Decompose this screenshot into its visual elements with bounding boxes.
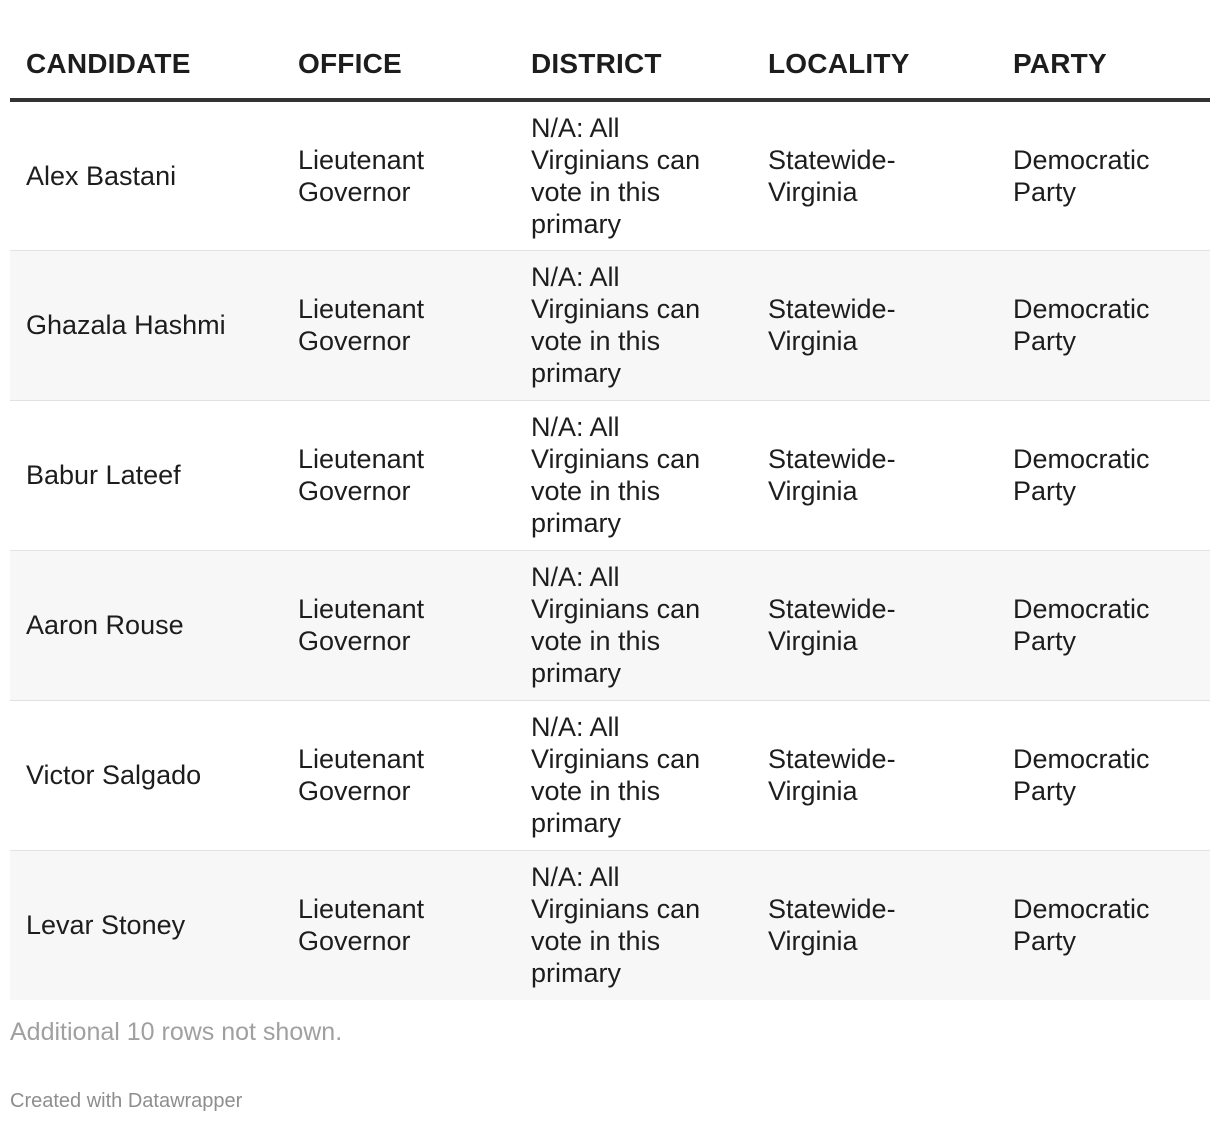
party-cell: Democratic Party — [997, 700, 1210, 850]
column-header-office[interactable]: OFFICE — [282, 30, 515, 100]
district-cell: N/A: All Virginians can vote in this primary — [515, 400, 752, 550]
district-cell: N/A: All Virginians can vote in this primary — [515, 550, 752, 700]
office-cell: Lieutenant Governor — [282, 550, 515, 700]
candidate-cell: Levar Stoney — [10, 850, 282, 1000]
office-cell: Lieutenant Governor — [282, 250, 515, 400]
district-cell: N/A: All Virginians can vote in this primary — [515, 700, 752, 850]
table-header-row — [10, 30, 1210, 100]
party-cell: Democratic Party — [997, 250, 1210, 400]
party-cell: Democratic Party — [997, 400, 1210, 550]
district-cell: N/A: All Virginians can vote in this primary — [515, 850, 752, 1000]
candidate-cell: Victor Salgado — [10, 700, 282, 850]
office-cell: Lieutenant Governor — [282, 100, 515, 250]
locality-cell: Statewide- Virginia — [752, 100, 997, 250]
column-header-party[interactable]: PARTY — [997, 30, 1210, 100]
candidate-cell: Aaron Rouse — [10, 550, 282, 700]
candidates-table — [10, 30, 1210, 1000]
column-header-locality[interactable]: LOCALITY — [752, 30, 997, 100]
datawrapper-credit[interactable]: Created with Datawrapper — [10, 1090, 243, 1112]
candidate-cell: Alex Bastani — [10, 100, 282, 250]
table-row — [10, 400, 1210, 550]
column-header-district[interactable]: DISTRICT — [515, 30, 752, 100]
party-cell: Democratic Party — [997, 850, 1210, 1000]
candidate-cell: Babur Lateef — [10, 400, 282, 550]
data-table-container — [10, 30, 1210, 1000]
table-row — [10, 700, 1210, 850]
table-row — [10, 550, 1210, 700]
party-cell: Democratic Party — [997, 100, 1210, 250]
table-row — [10, 100, 1210, 250]
locality-cell: Statewide- Virginia — [752, 850, 997, 1000]
candidate-cell: Ghazala Hashmi — [10, 250, 282, 400]
table-row — [10, 250, 1210, 400]
locality-cell: Statewide- Virginia — [752, 250, 997, 400]
party-cell: Democratic Party — [997, 550, 1210, 700]
locality-cell: Statewide- Virginia — [752, 700, 997, 850]
district-cell: N/A: All Virginians can vote in this primary — [515, 100, 752, 250]
office-cell: Lieutenant Governor — [282, 850, 515, 1000]
table-row — [10, 850, 1210, 1000]
locality-cell: Statewide- Virginia — [752, 400, 997, 550]
column-header-candidate[interactable]: CANDIDATE — [10, 30, 282, 100]
locality-cell: Statewide- Virginia — [752, 550, 997, 700]
rows-not-shown-notice: Additional 10 rows not shown. — [10, 1018, 343, 1046]
office-cell: Lieutenant Governor — [282, 400, 515, 550]
district-cell: N/A: All Virginians can vote in this primary — [515, 250, 752, 400]
office-cell: Lieutenant Governor — [282, 700, 515, 850]
